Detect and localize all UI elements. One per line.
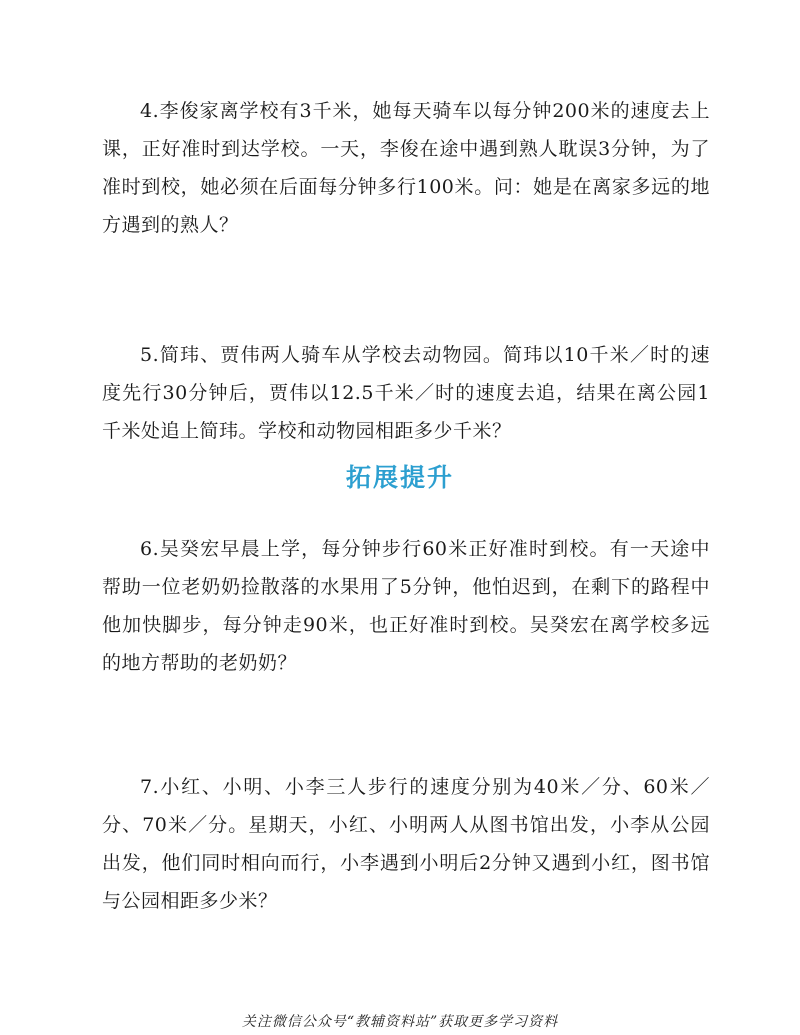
- footer-note: 关注微信公众号“教辅资料站”获取更多学习资料: [241, 1014, 559, 1030]
- problem-7: [102, 768, 710, 920]
- problem-number: 6.: [140, 538, 160, 560]
- problem-text: 李俊家离学校有3千米，她每天骑车以每分钟200米的速度去上课，正好准时到达学校。一天，李俊在途中遇到熟人耽误3分钟，为了准时到校，她必须在后面每分钟多行100米。问：她是在离家多远的地方遇到的熟人？: [102, 100, 710, 236]
- problem-6: [102, 530, 710, 682]
- problem-text: 简玮、贾伟两人骑车从学校去动物园。简玮以10千米／时的速度先行30分钟后，贾伟以12.5千米／时的速度去追，结果在离公园1千米处追上简玮。学校和动物园相距多少千米？: [102, 344, 710, 442]
- problem-5: [102, 336, 710, 450]
- problem-4: [102, 92, 710, 244]
- problem-number: 5.: [140, 344, 160, 366]
- section-title: 拓展提升: [345, 463, 454, 492]
- problem-text: 吴癸宏早晨上学，每分钟步行60米正好准时到校。有一天途中帮助一位老奶奶捡散落的水果用了5分钟，他怕迟到，在剩下的路程中他加快脚步，每分钟走90米，也正好准时到校。吴癸宏在离学校多远的地方帮助的老奶奶？: [102, 538, 710, 674]
- problem-number: 7.: [140, 776, 160, 798]
- problem-number: 4.: [140, 100, 160, 122]
- problem-text: 小红、小明、小李三人步行的速度分别为40米／分、60米／分、70米／分。星期天，小红、小明两人从图书馆出发，小李从公园出发，他们同时相向而行，小李遇到小明后2分钟又遇到小红，图书馆与公园相距多少米？: [102, 776, 710, 912]
